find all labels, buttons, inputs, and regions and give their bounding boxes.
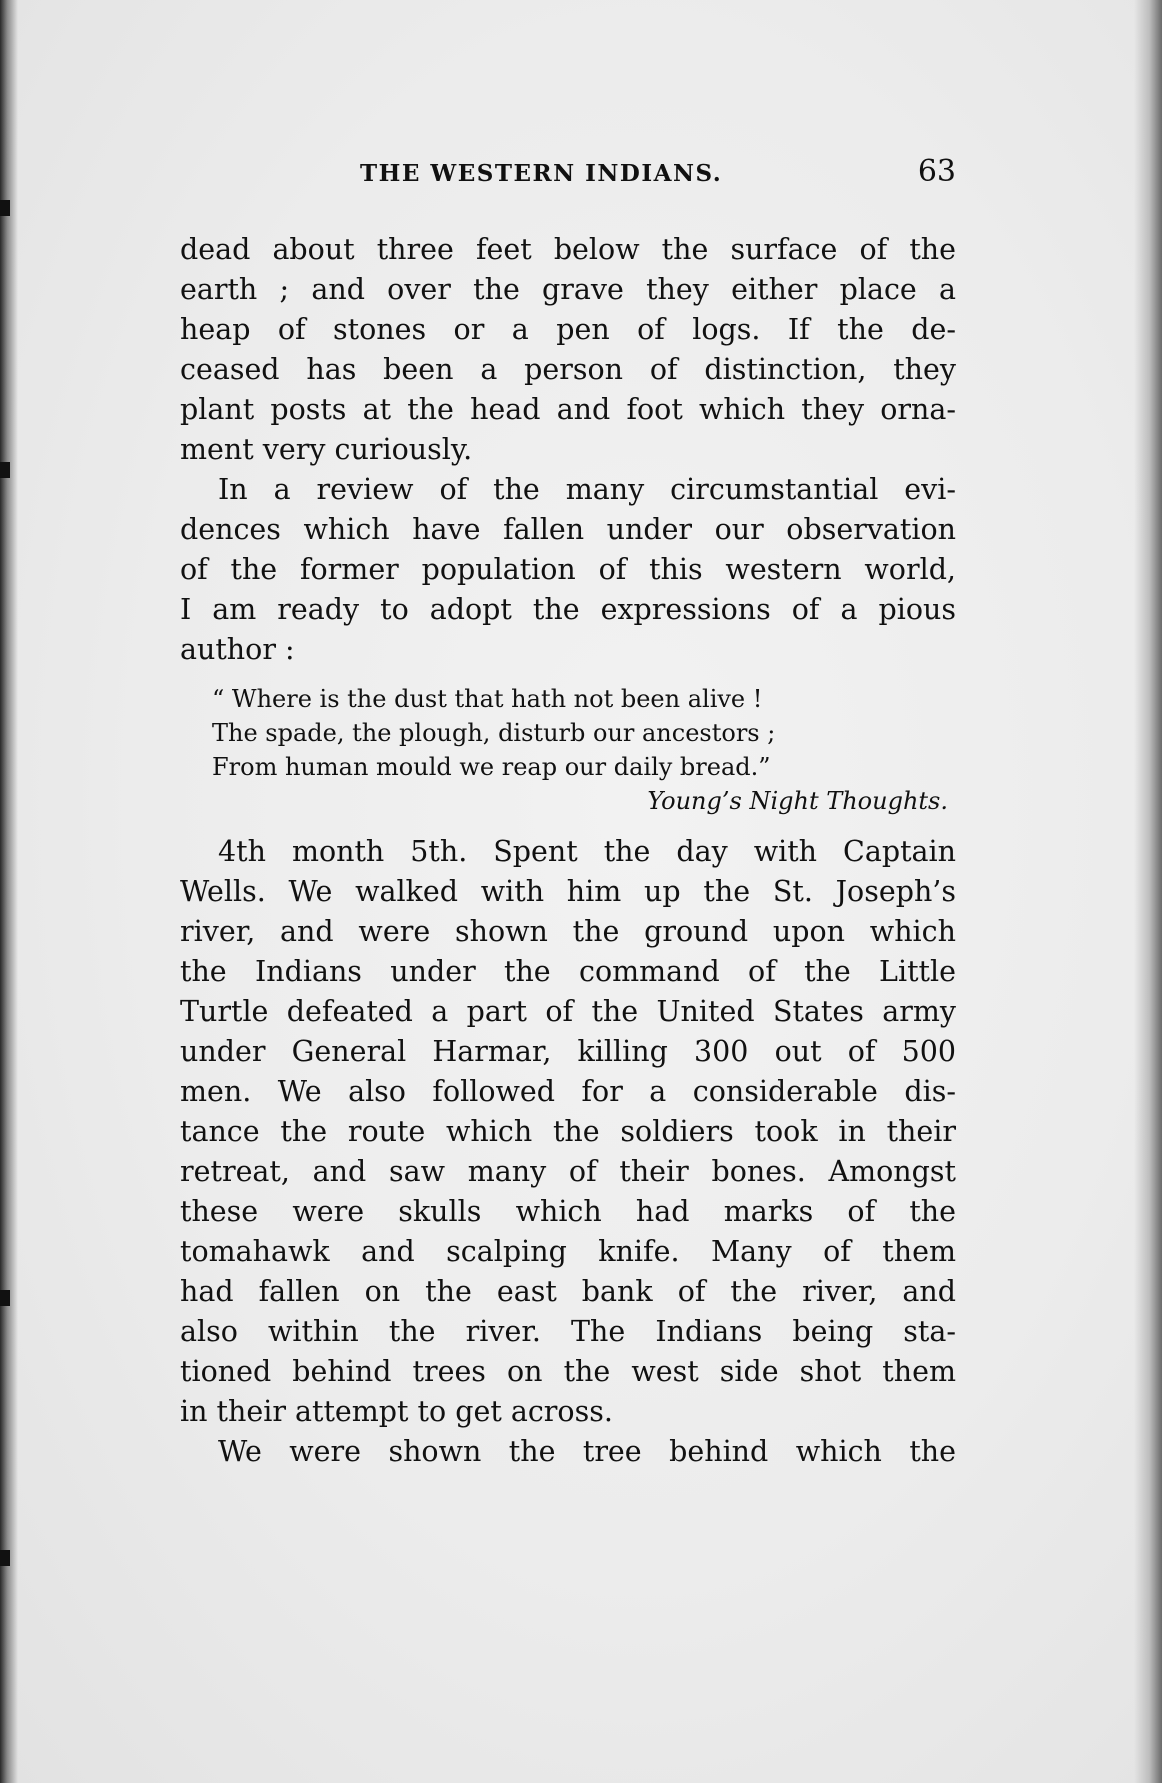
binding-mark [0, 200, 10, 216]
text-line: We were shown the tree behind which the [218, 1435, 956, 1468]
text-line: tomahawk and scalping knife. Many of them [180, 1235, 956, 1268]
text-line: earth ; and over the grave they either place a [180, 273, 956, 306]
text-line: tance the route which the soldiers took in their [180, 1115, 956, 1148]
text-line: retreat, and saw many of their bones. Amongst [180, 1155, 956, 1188]
quote-attribution: Young’s Night Thoughts. [647, 787, 948, 815]
paragraph [180, 230, 956, 470]
text-line: men. We also followed for a considerable dis- [180, 1075, 956, 1108]
quote-line: From human mould we reap our daily bread.” [212, 753, 771, 781]
paragraph [180, 470, 956, 670]
binding-mark [0, 1550, 10, 1566]
text-line: plant posts at the head and foot which they orna- [180, 393, 956, 426]
text-line: also within the river. The Indians being sta- [180, 1315, 956, 1348]
text-line: In a review of the many circumstantial evi- [218, 473, 956, 506]
page-number: 63 [917, 154, 956, 189]
text-line: under General Harmar, killing 300 out of 500 [180, 1035, 956, 1068]
text-line: ceased has been a person of distinction, they [180, 353, 956, 386]
binding-mark [0, 1290, 10, 1306]
running-head [180, 154, 956, 198]
text-line: dead about three feet below the surface of the [180, 233, 956, 266]
text-line: heap of stones or a pen of logs. If the de- [180, 313, 956, 346]
paragraph [180, 832, 956, 1432]
paragraph [180, 1432, 956, 1472]
text-line: these were skulls which had marks of the [180, 1195, 956, 1228]
block-quote [212, 682, 956, 818]
text-line: ment very curiously. [180, 433, 473, 466]
running-title: THE WESTERN INDIANS. [360, 160, 723, 187]
body-text [180, 230, 956, 1472]
text-line: Turtle defeated a part of the United States army [180, 995, 956, 1028]
text-line: author : [180, 633, 295, 666]
quote-line: The spade, the plough, disturb our ancestors ; [212, 719, 776, 747]
text-line: Wells. We walked with him up the St. Joseph’s [180, 875, 956, 908]
text-line: dences which have fallen under our observation [180, 513, 956, 546]
text-line: the Indians under the command of the Little [180, 955, 956, 988]
text-line: in their attempt to get across. [180, 1395, 613, 1428]
text-line: had fallen on the east bank of the river, and [180, 1275, 956, 1308]
text-line: river, and were shown the ground upon which [180, 915, 956, 948]
binding-mark [0, 462, 10, 478]
text-line: I am ready to adopt the expressions of a pious [180, 593, 956, 626]
text-line: of the former population of this western world, [180, 553, 956, 586]
text-line: tioned behind trees on the west side shot them [180, 1355, 956, 1388]
quote-line: “ Where is the dust that hath not been alive ! [212, 685, 763, 713]
text-line: 4th month 5th. Spent the day with Captain [218, 835, 956, 868]
